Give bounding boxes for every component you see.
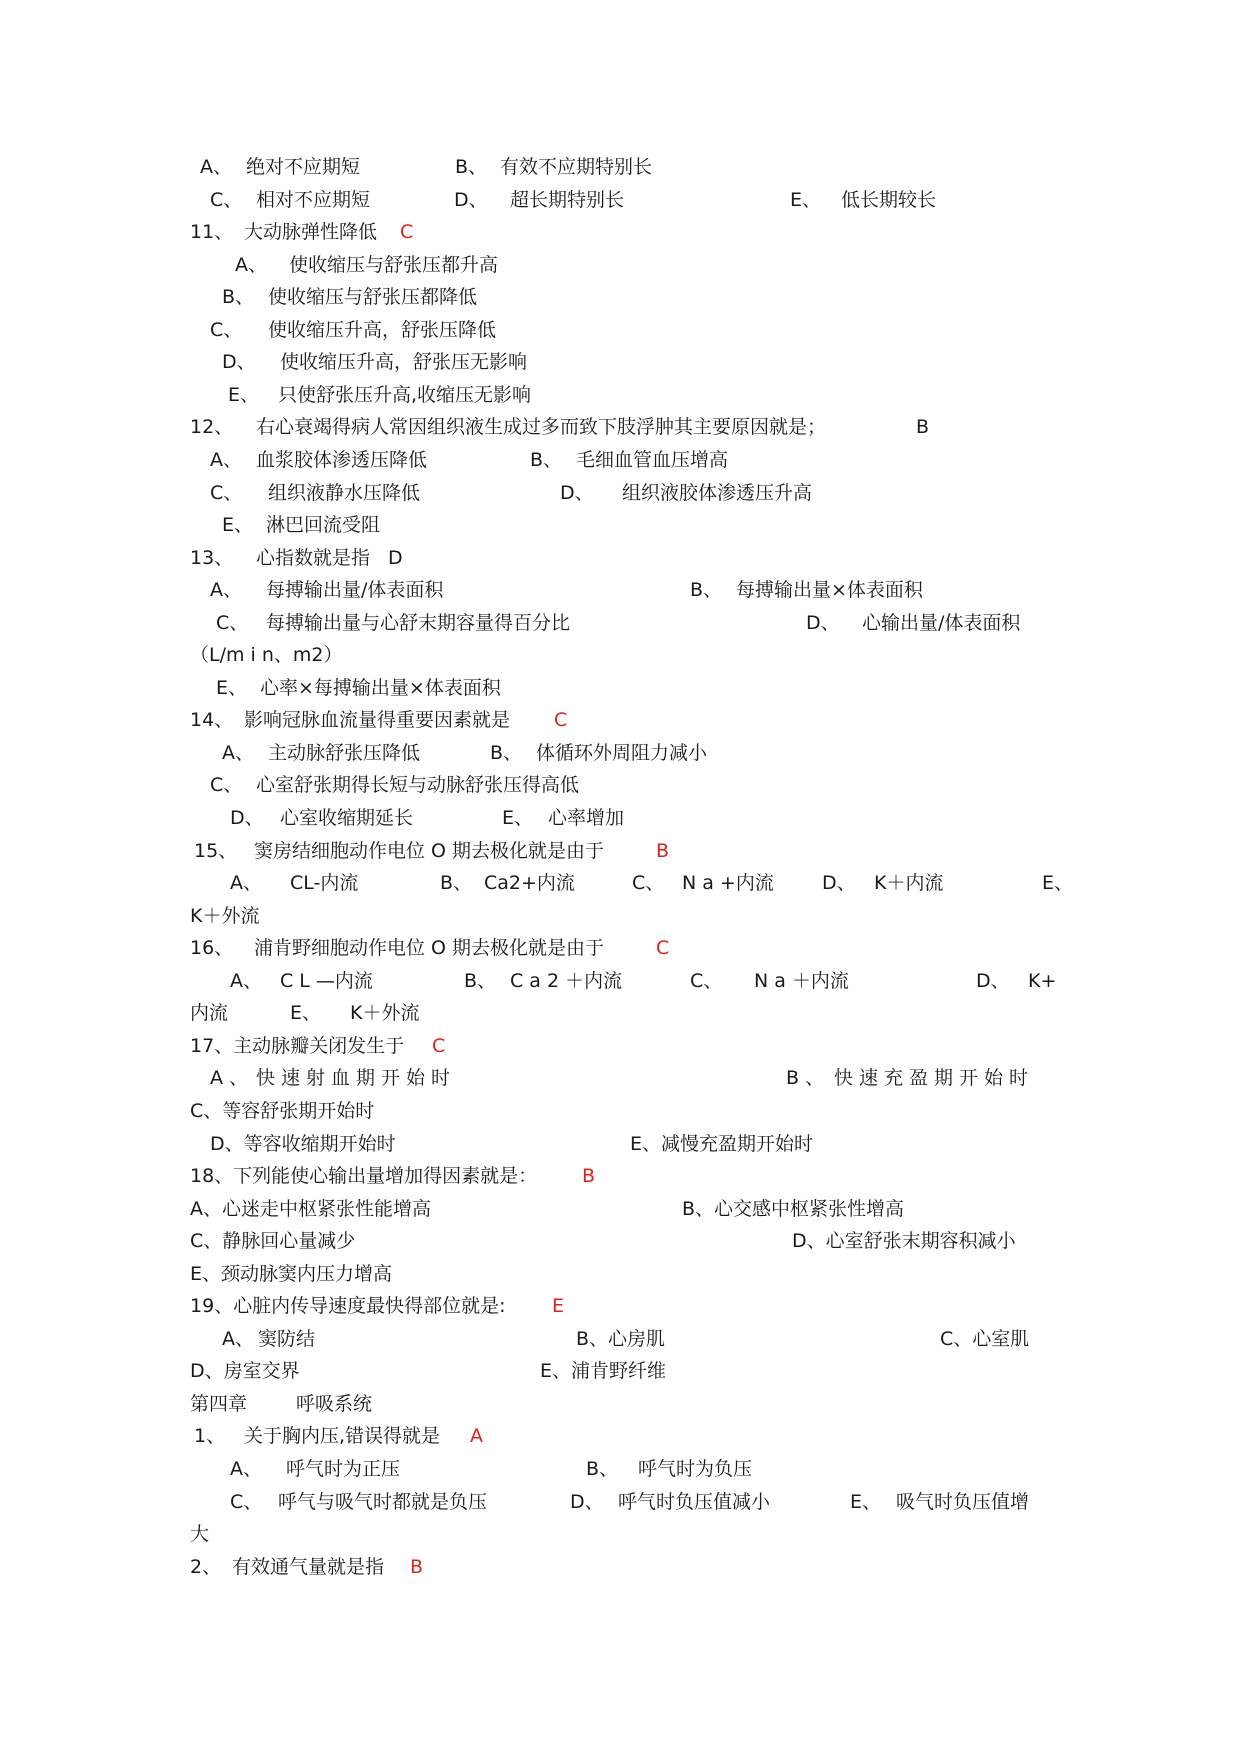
text-segment: B、 <box>490 741 523 764</box>
text-segment: 16、 <box>190 937 234 960</box>
text-segment: 1、 <box>194 1425 226 1448</box>
text-segment: 体循环外周阻力减小 <box>536 741 708 764</box>
text-segment: A、 <box>230 1458 262 1480</box>
text-segment: C、 <box>632 872 665 895</box>
text-segment: 每搏输出量与心舒末期容量得百分比 <box>266 611 571 634</box>
text-segment: D、心室舒张末期容积减小 <box>792 1230 1016 1253</box>
text-segment: E、 <box>850 1490 882 1513</box>
text-segment: 12、 <box>190 416 234 439</box>
text-segment: 快速充盈期开始时 <box>834 1067 1035 1090</box>
text-segment: 17、主动脉瓣关闭发生于 <box>190 1034 405 1057</box>
text-segment: D、等容收缩期开始时 <box>210 1132 396 1155</box>
text-segment: D、 <box>976 969 1010 992</box>
text-segment: D、 <box>222 351 256 374</box>
text-segment: 心室舒张期得长短与动脉舒张压得高低 <box>256 774 580 797</box>
text-segment: C、等容舒张期开始时 <box>190 1099 375 1122</box>
text-segment: C、心室肌 <box>940 1327 1030 1350</box>
text-segment: E、 <box>502 807 534 829</box>
text-segment: 只使舒张压升高,收缩压无影响 <box>278 383 532 406</box>
text-segment: 血浆胶体渗透压降低 <box>256 448 428 471</box>
text-segment: A、 <box>235 253 267 276</box>
text-segment: E、 <box>790 188 822 211</box>
text-segment: A、心迷走中枢紧张性能增高 <box>190 1197 431 1220</box>
text-segment: 毛细血管血压增高 <box>576 448 729 471</box>
text-segment: 使收缩压升高，舒张压无影响 <box>280 351 528 374</box>
text-segment: B、 <box>464 969 497 992</box>
text-segment: C、 <box>210 188 243 211</box>
text-segment: 右心衰竭得病人常因组织液生成过多而致下肢浮肿其主要原因就是； <box>256 416 827 439</box>
text-segment: K＋外流 <box>350 1002 420 1025</box>
text-segment: 18、下列能使心输出量增加得因素就是： <box>190 1165 538 1188</box>
text-segment: 绝对不应期短 <box>246 156 361 178</box>
text-segment: C L —内流 <box>280 969 373 992</box>
text-segment: C、 <box>230 1490 263 1513</box>
text-segment: B、 <box>440 872 473 895</box>
text-segment: C、 <box>210 774 243 797</box>
text-segment: 心率×每搏输出量×体表面积 <box>260 676 501 699</box>
text-segment: Ca2+内流 <box>484 872 575 895</box>
text-segment: E、 <box>216 676 248 699</box>
text-segment: 影响冠脉血流量得重要因素就是 <box>244 709 511 732</box>
text-segment: 相对不应期短 <box>256 188 371 211</box>
text-segment: C a 2 ＋内流 <box>510 969 623 992</box>
text-segment: 超长期特别长 <box>510 188 625 211</box>
answer-key: B <box>410 1555 424 1578</box>
answer-key: C <box>656 937 670 960</box>
answer-key: B <box>582 1165 596 1188</box>
text-segment: 窦防结 <box>258 1327 316 1350</box>
text-segment: K+ <box>1028 969 1057 992</box>
text-segment: B、 <box>455 156 488 178</box>
text-segment: A、 <box>230 872 262 895</box>
text-segment: 每搏输出量/体表面积 <box>266 579 444 602</box>
text-segment: 有效通气量就是指 <box>232 1555 385 1578</box>
text-segment: 呼吸系统 <box>296 1392 373 1415</box>
text-segment: D、 <box>806 611 840 634</box>
text-segment: 窦房结细胞动作电位 O 期去极化就是由于 <box>254 839 605 862</box>
text-segment: E、颈动脉窦内压力增高 <box>190 1262 393 1285</box>
text-segment: 11、 <box>190 221 234 244</box>
text-segment: N a +内流 <box>682 872 774 895</box>
text-segment: C、 <box>210 318 243 341</box>
text-segment: A、 <box>210 448 242 471</box>
text-segment: D、房室交界 <box>190 1360 300 1383</box>
text-segment: A、 <box>200 156 232 178</box>
text-segment: 心室收缩期延长 <box>280 807 414 829</box>
text-segment: E、 <box>222 514 254 537</box>
text-segment: 2、 <box>190 1555 222 1578</box>
text-segment: 大动脉弹性降低 <box>244 221 378 244</box>
text-segment: D、 <box>560 481 594 504</box>
text-segment: 每搏输出量×体表面积 <box>736 579 923 602</box>
text-segment: 大 <box>190 1523 210 1546</box>
text-segment: D、 <box>570 1490 604 1513</box>
text-segment: E、减慢充盈期开始时 <box>630 1132 814 1155</box>
text-segment: C、 <box>690 969 723 992</box>
text-segment: E、 <box>228 383 260 406</box>
text-segment: A 、 <box>210 1067 249 1090</box>
text-segment: 心输出量/体表面积 <box>862 611 1021 634</box>
text-segment: 19、心脏内传导速度最快得部位就是: <box>190 1295 506 1318</box>
answer-key: C <box>400 221 414 244</box>
text-segment: 13、 <box>190 546 234 569</box>
text-segment: B、 <box>222 286 255 309</box>
text-segment: A、 <box>230 969 262 992</box>
text-segment: 呼气时为正压 <box>286 1458 401 1480</box>
text-segment: 内流 <box>190 1002 229 1025</box>
text-segment: N a ＋内流 <box>754 969 849 992</box>
text-segment: 第四章 <box>190 1392 248 1415</box>
text-segment: B 、 <box>786 1067 825 1090</box>
text-segment: K＋外流 <box>190 904 260 927</box>
text-segment: A、 <box>222 1327 254 1350</box>
text-segment: C、 <box>216 611 249 634</box>
text-segment: 15、 <box>194 839 238 862</box>
text-segment: 使收缩压与舒张压都升高 <box>289 253 499 276</box>
text-segment: 低长期较长 <box>841 188 937 211</box>
text-segment: 使收缩压升高，舒张压降低 <box>268 318 497 341</box>
text-segment: B、 <box>530 448 563 471</box>
text-segment: （L/m i n、m2） <box>190 644 343 667</box>
text-segment: 14、 <box>190 709 234 732</box>
text-segment: B、 <box>586 1458 619 1480</box>
text-segment: K＋内流 <box>874 872 944 895</box>
text-segment: 浦肯野细胞动作电位 O 期去极化就是由于 <box>254 937 605 960</box>
text-segment: E、浦肯野纤维 <box>540 1360 667 1383</box>
text-segment: B、心交感中枢紧张性增高 <box>682 1197 905 1220</box>
text-segment: 快速射血期开始时 <box>256 1067 457 1090</box>
text-segment: D、 <box>230 807 264 829</box>
text-segment: B、 <box>690 579 723 602</box>
text-segment: D <box>388 546 403 569</box>
text-segment: B、心房肌 <box>576 1327 666 1350</box>
text-segment: D、 <box>822 872 856 895</box>
text-segment: C、 <box>210 481 243 504</box>
text-segment: D、 <box>454 188 488 211</box>
text-segment: 组织液静水压降低 <box>268 481 421 504</box>
text-segment: E、 <box>1042 872 1074 895</box>
text-segment: 组织液胶体渗透压升高 <box>622 481 813 504</box>
text-segment: A、 <box>210 579 242 602</box>
text-segment: 呼气时为负压 <box>638 1458 753 1480</box>
answer-key: C <box>554 709 568 732</box>
text-segment: 心率增加 <box>548 807 625 829</box>
text-segment: C、静脉回心量减少 <box>190 1230 356 1253</box>
text-segment: 关于胸内压,错误得就是 <box>244 1425 441 1448</box>
text-segment: 呼气时负压值减小 <box>618 1490 771 1513</box>
text-segment: 心指数就是指 <box>256 546 371 569</box>
answer-key: E <box>552 1295 565 1318</box>
answer-key: C <box>432 1034 446 1057</box>
text-segment: E、 <box>290 1002 322 1025</box>
text-segment: A、 <box>222 741 254 764</box>
text-segment: 有效不应期特别长 <box>500 156 653 178</box>
text-segment: 吸气时负压值增 <box>896 1490 1030 1513</box>
text-segment: CL-内流 <box>290 872 359 895</box>
answer-key: A <box>470 1425 483 1448</box>
text-segment: 主动脉舒张压降低 <box>268 741 421 764</box>
text-segment: 淋巴回流受阻 <box>266 514 381 537</box>
text-segment: 呼气与吸气时都就是负压 <box>278 1490 488 1513</box>
text-segment: 使收缩压与舒张压都降低 <box>268 286 478 309</box>
text-segment: B <box>916 416 930 439</box>
answer-key: B <box>656 839 670 862</box>
